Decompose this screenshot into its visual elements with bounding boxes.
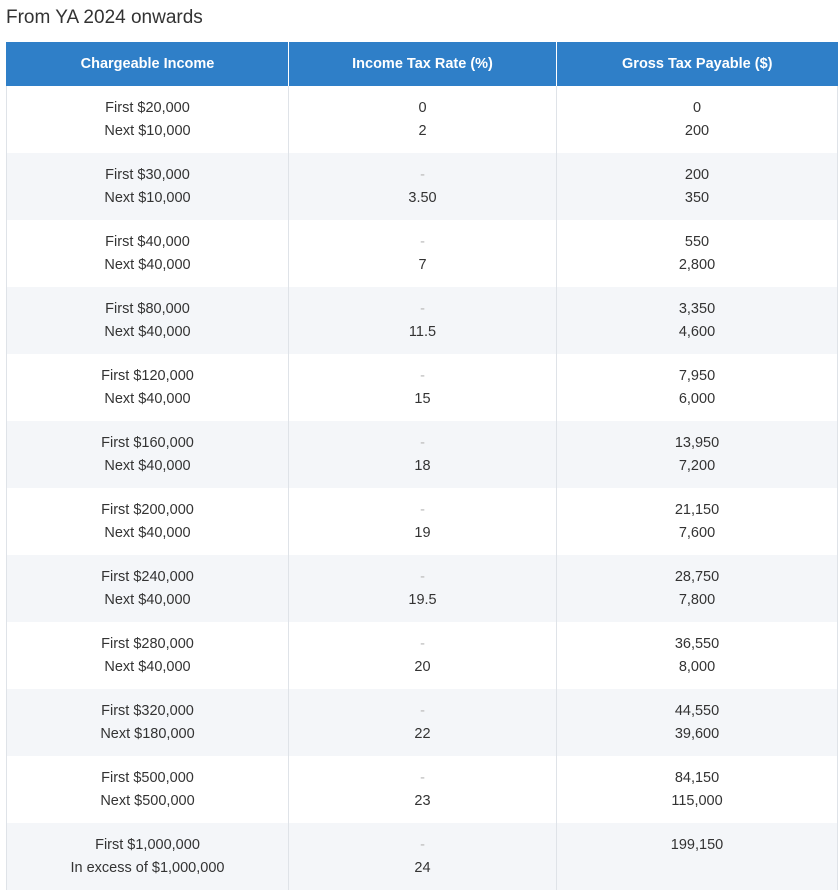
chargeable-income-line-2: Next $500,000 — [100, 792, 195, 809]
income-tax-rate-line-2: 7 — [418, 256, 427, 273]
income-tax-rate-line-1: - — [420, 569, 425, 585]
gross-tax-payable-line-2: 4,600 — [678, 323, 716, 340]
income-tax-rate-line-1: - — [420, 368, 425, 384]
tax-rate-table — [6, 42, 838, 890]
gross-tax-payable-line-2: 115,000 — [671, 792, 723, 809]
chargeable-income-cell — [7, 220, 289, 287]
income-tax-rate-line-1: - — [420, 167, 425, 183]
gross-tax-payable-line-1: 199,150 — [670, 837, 724, 853]
income-tax-rate-line-1: - — [420, 837, 425, 853]
chargeable-income-line-1: First $20,000 — [105, 100, 190, 116]
income-tax-rate-line-2: 20 — [414, 658, 431, 675]
gross-tax-payable-line-2: 200 — [684, 122, 710, 139]
chargeable-income-cell — [7, 153, 289, 220]
table-body — [7, 86, 838, 890]
income-tax-rate-line-2: 19.5 — [408, 591, 437, 608]
chargeable-income-line-2: Next $40,000 — [104, 457, 191, 474]
chargeable-income-line-1: First $1,000,000 — [95, 837, 200, 853]
chargeable-income-line-2: Next $40,000 — [104, 323, 191, 340]
gross-tax-payable-line-1: 0 — [692, 100, 702, 116]
gross-tax-payable-line-1: 21,150 — [674, 502, 720, 518]
gross-tax-payable-line-2: 39,600 — [674, 725, 720, 742]
gross-tax-payable-cell — [557, 287, 838, 354]
chargeable-income-line-2: Next $40,000 — [104, 524, 191, 541]
chargeable-income-line-1: First $30,000 — [105, 167, 190, 183]
income-tax-rate-line-2: 11.5 — [408, 323, 437, 340]
gross-tax-payable-line-1: 36,550 — [674, 636, 720, 652]
chargeable-income-cell — [7, 86, 289, 153]
gross-tax-payable-cell — [557, 823, 838, 890]
chargeable-income-cell — [7, 555, 289, 622]
header-chargeable-income: Chargeable Income — [7, 42, 289, 86]
gross-tax-payable-line-1: 3,350 — [678, 301, 716, 317]
table-row — [7, 287, 838, 354]
chargeable-income-cell — [7, 756, 289, 823]
chargeable-income-line-1: First $120,000 — [101, 368, 194, 384]
income-tax-rate-cell — [289, 354, 557, 421]
page-title: From YA 2024 onwards — [6, 7, 203, 28]
income-tax-rate-line-1: - — [420, 703, 425, 719]
header-row — [7, 42, 838, 86]
gross-tax-payable-line-2: 2,800 — [678, 256, 716, 273]
gross-tax-payable-line-1: 44,550 — [674, 703, 720, 719]
chargeable-income-cell — [7, 354, 289, 421]
table-row — [7, 488, 838, 555]
gross-tax-payable-line-1: 28,750 — [674, 569, 720, 585]
gross-tax-payable-line-1: 13,950 — [674, 435, 720, 451]
gross-tax-payable-cell — [557, 756, 838, 823]
income-tax-rate-cell — [289, 555, 557, 622]
header-income-tax-rate: Income Tax Rate (%) — [289, 42, 557, 86]
chargeable-income-line-2: In excess of $1,000,000 — [70, 859, 225, 876]
table-row — [7, 622, 838, 689]
income-tax-rate-line-1: - — [420, 234, 425, 250]
chargeable-income-line-2: Next $40,000 — [104, 658, 191, 675]
table-row — [7, 86, 838, 153]
gross-tax-payable-line-2: 7,600 — [678, 524, 716, 541]
table-row — [7, 823, 838, 890]
table-row — [7, 689, 838, 756]
income-tax-rate-cell — [289, 421, 557, 488]
chargeable-income-line-1: First $240,000 — [101, 569, 194, 585]
income-tax-rate-line-2: 19 — [414, 524, 431, 541]
chargeable-income-cell — [7, 488, 289, 555]
gross-tax-payable-line-1: 550 — [684, 234, 710, 250]
table-row — [7, 354, 838, 421]
gross-tax-payable-line-2: 6,000 — [678, 390, 716, 407]
gross-tax-payable-cell — [557, 555, 838, 622]
gross-tax-payable-line-2: 8,000 — [678, 658, 716, 675]
income-tax-rate-line-1: - — [420, 636, 425, 652]
table-row — [7, 153, 838, 220]
table-row — [7, 756, 838, 823]
chargeable-income-line-2: Next $40,000 — [104, 256, 191, 273]
income-tax-rate-cell — [289, 220, 557, 287]
header-gross-tax-payable: Gross Tax Payable ($) — [557, 42, 838, 86]
chargeable-income-cell — [7, 622, 289, 689]
income-tax-rate-cell — [289, 622, 557, 689]
gross-tax-payable-cell — [557, 622, 838, 689]
income-tax-rate-line-2: 18 — [414, 457, 431, 474]
chargeable-income-line-1: First $280,000 — [101, 636, 194, 652]
gross-tax-payable-cell — [557, 153, 838, 220]
chargeable-income-line-1: First $500,000 — [101, 770, 194, 786]
chargeable-income-line-2: Next $40,000 — [104, 390, 191, 407]
chargeable-income-line-2: Next $10,000 — [104, 122, 191, 139]
income-tax-rate-cell — [289, 86, 557, 153]
chargeable-income-cell — [7, 689, 289, 756]
chargeable-income-line-1: First $200,000 — [101, 502, 194, 518]
income-tax-rate-cell — [289, 153, 557, 220]
income-tax-rate-cell — [289, 756, 557, 823]
gross-tax-payable-line-2 — [557, 857, 837, 880]
chargeable-income-line-1: First $80,000 — [105, 301, 190, 317]
gross-tax-payable-cell — [557, 220, 838, 287]
income-tax-rate-line-2: 24 — [414, 859, 431, 876]
chargeable-income-line-1: First $40,000 — [105, 234, 190, 250]
chargeable-income-line-2: Next $40,000 — [104, 591, 191, 608]
income-tax-rate-line-2: 15 — [414, 390, 431, 407]
chargeable-income-line-1: First $160,000 — [101, 435, 194, 451]
income-tax-rate-line-1: - — [420, 502, 425, 518]
gross-tax-payable-line-2: 350 — [684, 189, 710, 206]
table-row — [7, 555, 838, 622]
income-tax-rate-line-2: 2 — [418, 122, 427, 139]
income-tax-rate-line-2: 23 — [414, 792, 431, 809]
chargeable-income-line-2: Next $180,000 — [100, 725, 195, 742]
gross-tax-payable-line-1: 7,950 — [678, 368, 716, 384]
income-tax-rate-cell — [289, 287, 557, 354]
chargeable-income-line-2: Next $10,000 — [104, 189, 191, 206]
chargeable-income-cell — [7, 823, 289, 890]
income-tax-rate-line-2: 22 — [414, 725, 431, 742]
gross-tax-payable-line-1: 84,150 — [674, 770, 720, 786]
gross-tax-payable-cell — [557, 488, 838, 555]
gross-tax-payable-cell — [557, 421, 838, 488]
table-row — [7, 220, 838, 287]
income-tax-rate-line-2: 3.50 — [408, 189, 437, 206]
income-tax-rate-line-1: - — [420, 435, 425, 451]
table-header — [7, 42, 838, 86]
chargeable-income-line-1: First $320,000 — [101, 703, 194, 719]
gross-tax-payable-line-2: 7,800 — [678, 591, 716, 608]
gross-tax-payable-cell — [557, 354, 838, 421]
income-tax-rate-line-1: - — [420, 301, 425, 317]
chargeable-income-cell — [7, 421, 289, 488]
gross-tax-payable-cell — [557, 689, 838, 756]
income-tax-rate-cell — [289, 689, 557, 756]
chargeable-income-cell — [7, 287, 289, 354]
income-tax-rate-line-1: - — [420, 770, 425, 786]
gross-tax-payable-line-1: 200 — [684, 167, 710, 183]
gross-tax-payable-cell — [557, 86, 838, 153]
income-tax-rate-line-1: 0 — [418, 100, 427, 116]
gross-tax-payable-line-2: 7,200 — [678, 457, 716, 474]
table-row — [7, 421, 838, 488]
income-tax-rate-cell — [289, 823, 557, 890]
income-tax-rate-cell — [289, 488, 557, 555]
